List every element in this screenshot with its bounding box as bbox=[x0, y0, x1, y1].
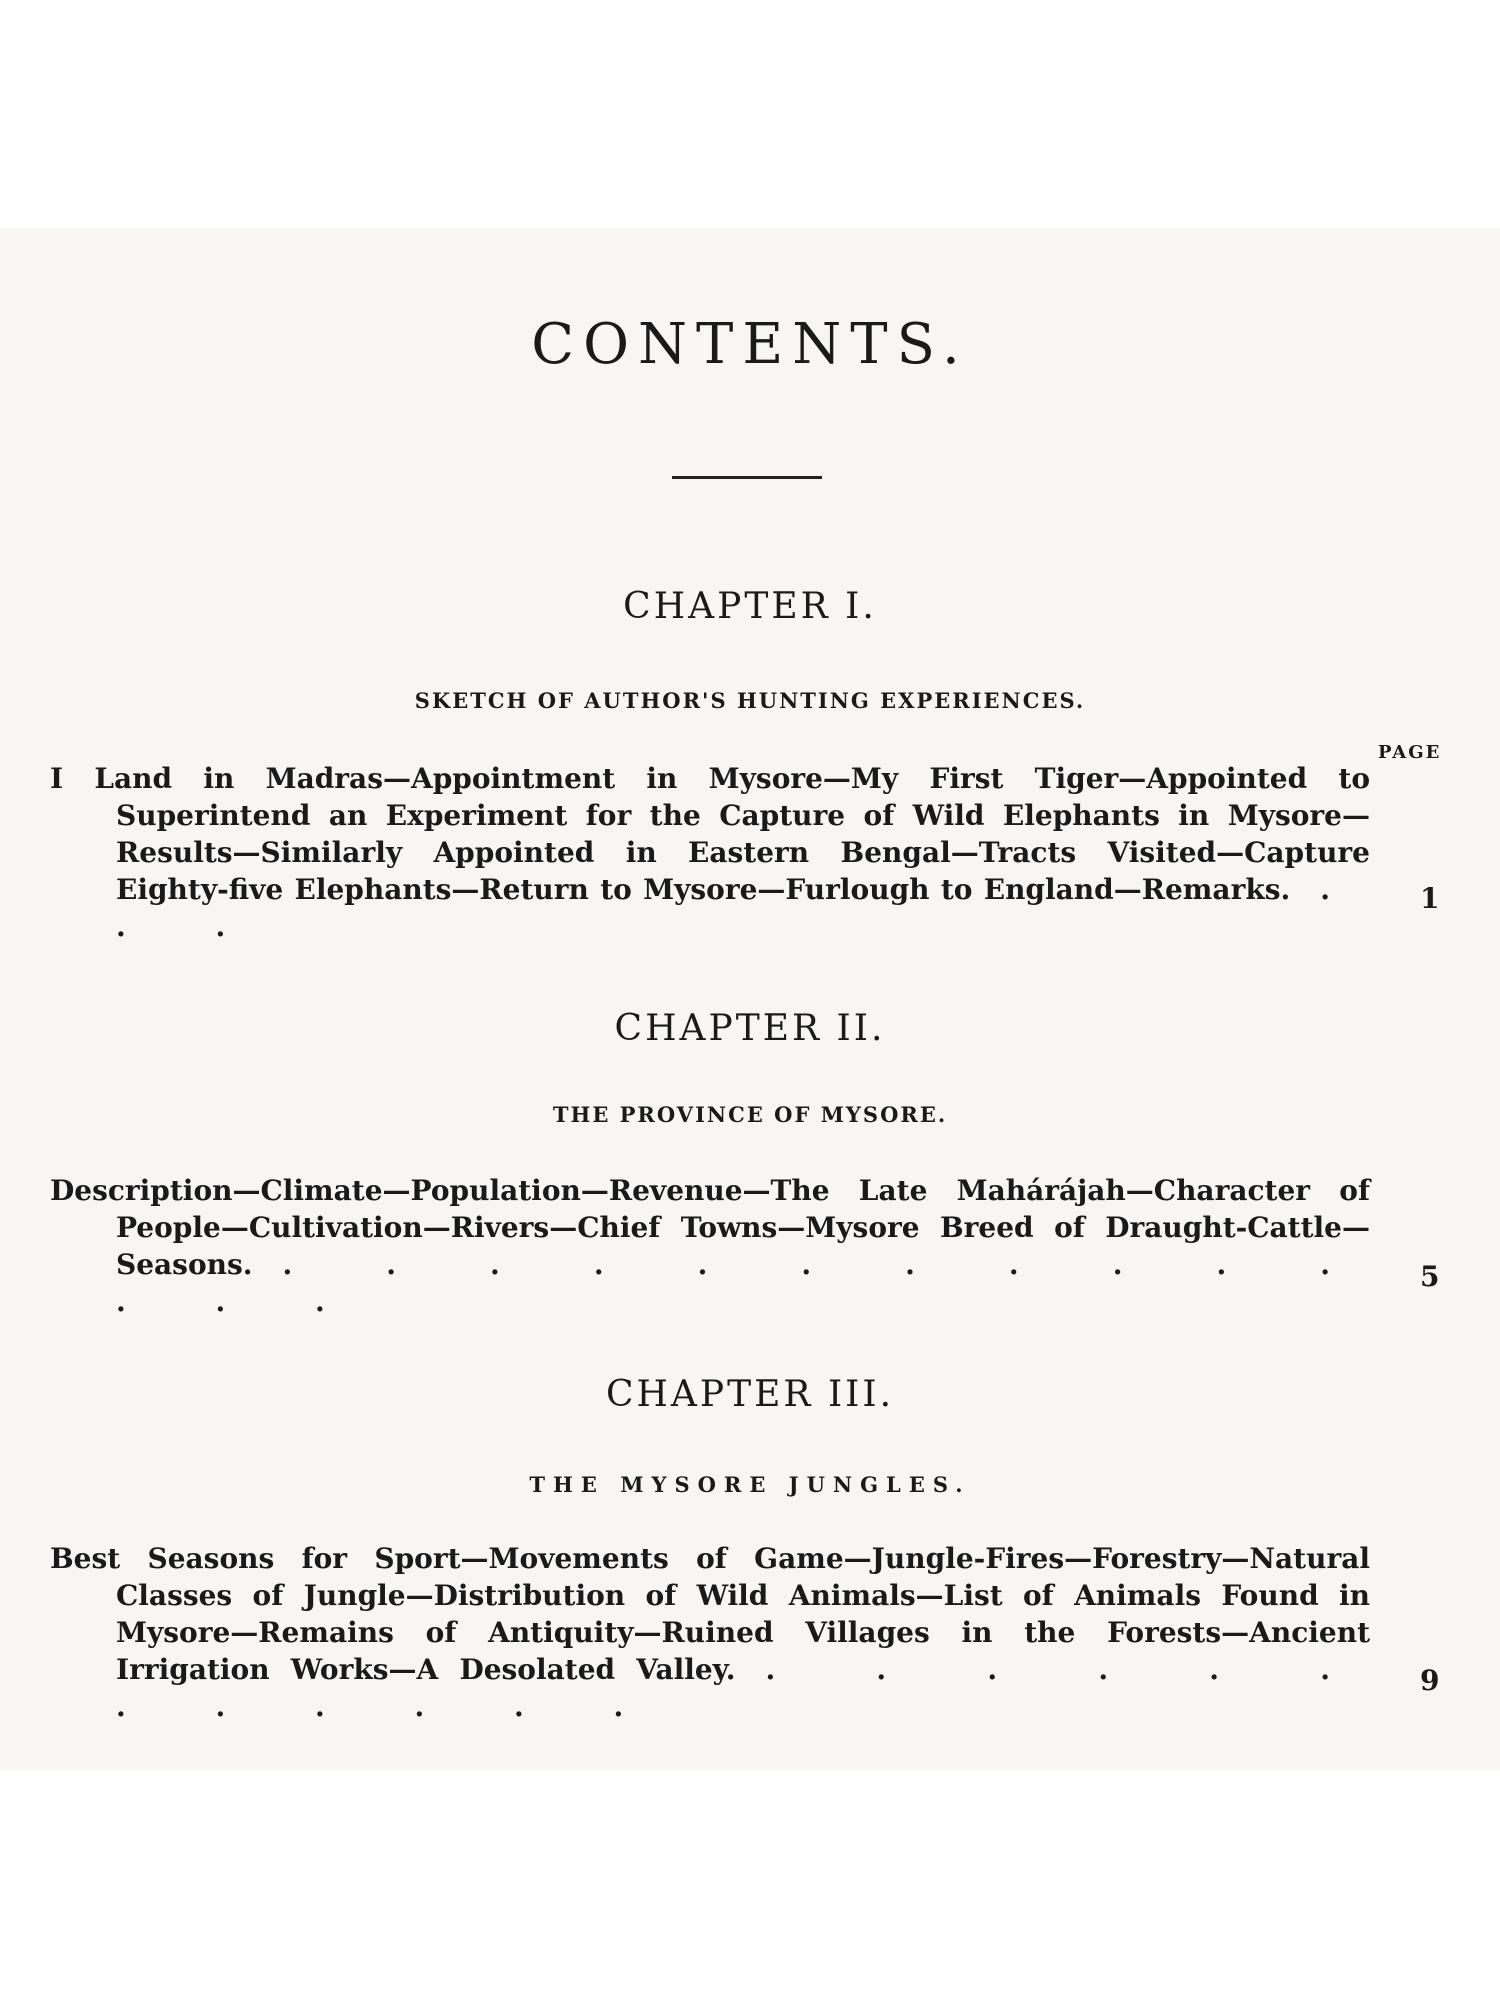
chapter-3-entry bbox=[50, 1540, 1370, 1725]
chapter-3-leader: . . . . . . . . . . . . bbox=[116, 1653, 1370, 1723]
chapter-1-entry-text: I Land in Madras—Appointment in Mysore—My First Tiger—Appointed to Superintend an Experiment for the Capture of Wild Elephants in Mysore—Results—Similarly Appointed in Eastern Bengal—Tracts Visited—Capture Eighty-five Elephants—Return to Mysore—Furlough to England—Remarks. bbox=[50, 762, 1370, 906]
chapter-3-subtitle: THE MYSORE JUNGLES. bbox=[529, 1472, 971, 1497]
chapter-2-page-number: 5 bbox=[1420, 1260, 1440, 1293]
contents-title: CONTENTS. bbox=[531, 312, 969, 377]
chapter-3-heading: CHAPTER III. bbox=[605, 1374, 895, 1415]
chapter-1-page-number: 1 bbox=[1420, 882, 1440, 915]
chapter-3-page-number: 9 bbox=[1420, 1664, 1440, 1697]
chapter-2-subtitle: THE PROVINCE OF MYSORE. bbox=[552, 1102, 948, 1127]
chapter-1-leader: . . . bbox=[116, 873, 1370, 943]
chapter-2-leader: . . . . . . . . . . . . . . bbox=[116, 1248, 1370, 1318]
chapter-1-subtitle: SKETCH OF AUTHOR'S HUNTING EXPERIENCES. bbox=[414, 688, 1086, 713]
chapter-1-entry bbox=[50, 760, 1370, 945]
page-column-label: PAGE bbox=[1378, 742, 1442, 763]
chapter-1-heading: CHAPTER I. bbox=[623, 586, 877, 627]
book-page bbox=[0, 228, 1500, 1770]
chapter-3-entry-text: Best Seasons for Sport—Movements of Game—Jungle-Fires—Forestry—Natural Classes of Jungle—Distribution of Wild Animals—List of Animals Found in Mysore—Remains of Antiquity—Ruined Villages in the Forests—Ancient Irrigation Works—A Desolated Valley. bbox=[50, 1542, 1370, 1686]
chapter-2-heading: CHAPTER II. bbox=[614, 1008, 886, 1049]
show-through-text bbox=[0, 228, 1500, 1770]
chapter-2-entry-text: Description—Climate—Population—Revenue—The Late Mahárájah—Character of People—Cultivation—Rivers—Chief Towns—Mysore Breed of Draught-Cattle—Seasons. bbox=[50, 1174, 1370, 1281]
chapter-2-entry bbox=[50, 1172, 1370, 1320]
title-rule bbox=[672, 476, 822, 479]
